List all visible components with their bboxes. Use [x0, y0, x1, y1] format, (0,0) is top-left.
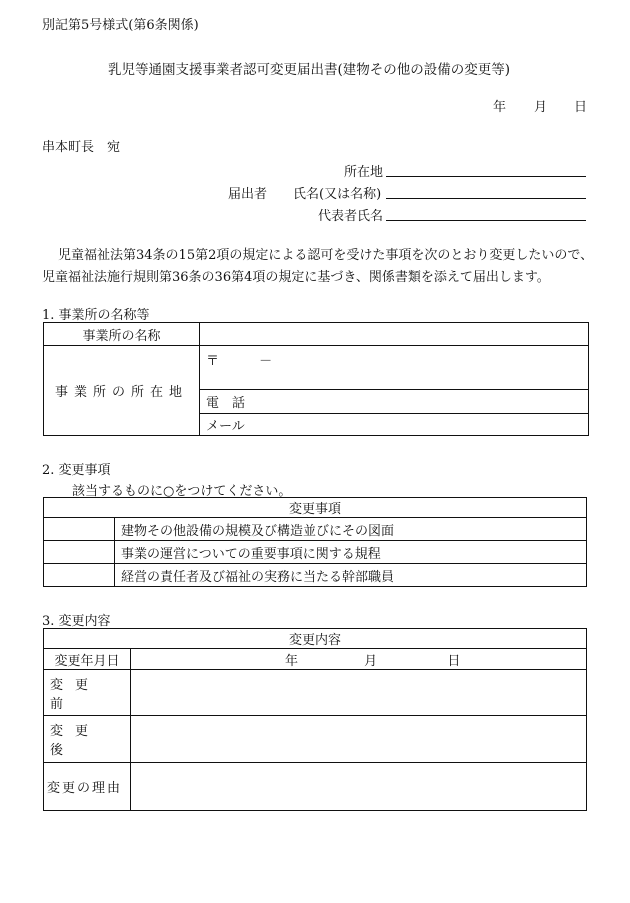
body-line-1: 児童福祉法第34条の15第2項の規定による認可を受けた事項を次のとおり変更したいので、: [58, 248, 594, 263]
postal-dash: －: [259, 354, 273, 369]
after-label: 変更後: [44, 716, 131, 763]
after-field[interactable]: [131, 716, 587, 763]
change-item: 建物その他設備の規模及び構造並びにその図面: [115, 518, 587, 541]
before-field[interactable]: [131, 670, 587, 716]
change-items-header: 変更事項: [44, 498, 587, 518]
date-year-label: 年: [493, 100, 507, 115]
applicant-label: 届出者: [228, 187, 268, 202]
facility-location-label: 事業所の所在地: [44, 346, 200, 436]
change-date-day: 日: [447, 653, 461, 669]
mail-field[interactable]: [200, 414, 589, 436]
change-details-header: 変更内容: [44, 629, 587, 649]
representative-field[interactable]: [386, 220, 586, 221]
page-title: 乳児等通園支援事業者認可変更届出書(建物その他の設備の変更等): [108, 62, 511, 78]
facility-table: [43, 322, 589, 436]
addressee: 串本町長 宛: [42, 140, 121, 155]
representative-label: 代表者氏名: [318, 209, 384, 224]
change-date-label: 変更年月日: [44, 649, 131, 670]
change-date-year: 年: [285, 653, 299, 669]
reason-label: 変更の理由: [44, 763, 131, 811]
reason-field[interactable]: [131, 763, 587, 811]
section3-heading: 3. 変更内容: [42, 614, 111, 629]
check-cell[interactable]: [44, 518, 115, 541]
address-label: 所在地: [344, 165, 384, 180]
facility-name-label: 事業所の名称: [44, 323, 200, 346]
change-items-table: [43, 497, 587, 587]
before-label: 変更前: [44, 670, 131, 716]
date-month-label: 月: [534, 100, 548, 115]
form-label: 別記第5号様式(第6条関係): [42, 18, 199, 33]
address-field[interactable]: [386, 176, 586, 177]
check-cell[interactable]: [44, 564, 115, 587]
section1-heading: 1. 事業所の名称等: [42, 308, 150, 323]
change-item: 経営の責任者及び福祉の実務に当たる幹部職員: [115, 564, 587, 587]
change-item: 事業の運営についての重要事項に関する規程: [115, 541, 587, 564]
postal-address-field[interactable]: [200, 346, 589, 390]
section2-heading: 2. 変更事項: [42, 463, 111, 478]
check-cell[interactable]: [44, 541, 115, 564]
phone-label: 電 話: [206, 396, 246, 411]
section2-instruction: 該当するものに○をつけてください。: [72, 484, 292, 499]
phone-field[interactable]: [200, 390, 589, 414]
mail-label: メール: [206, 419, 245, 434]
change-details-table: [43, 628, 587, 811]
name-label: 氏名(又は名称): [293, 187, 382, 202]
change-date-month: 月: [364, 653, 378, 669]
change-date-field[interactable]: [131, 649, 587, 670]
name-field[interactable]: [386, 198, 586, 199]
body-line-2: 児童福祉法施行規則第36条の36第4項の規定に基づき、関係書類を添えて届出します。: [42, 270, 550, 285]
date-day-label: 日: [574, 100, 588, 115]
facility-name-field[interactable]: [200, 323, 589, 346]
postal-mark: 〒: [206, 354, 220, 369]
